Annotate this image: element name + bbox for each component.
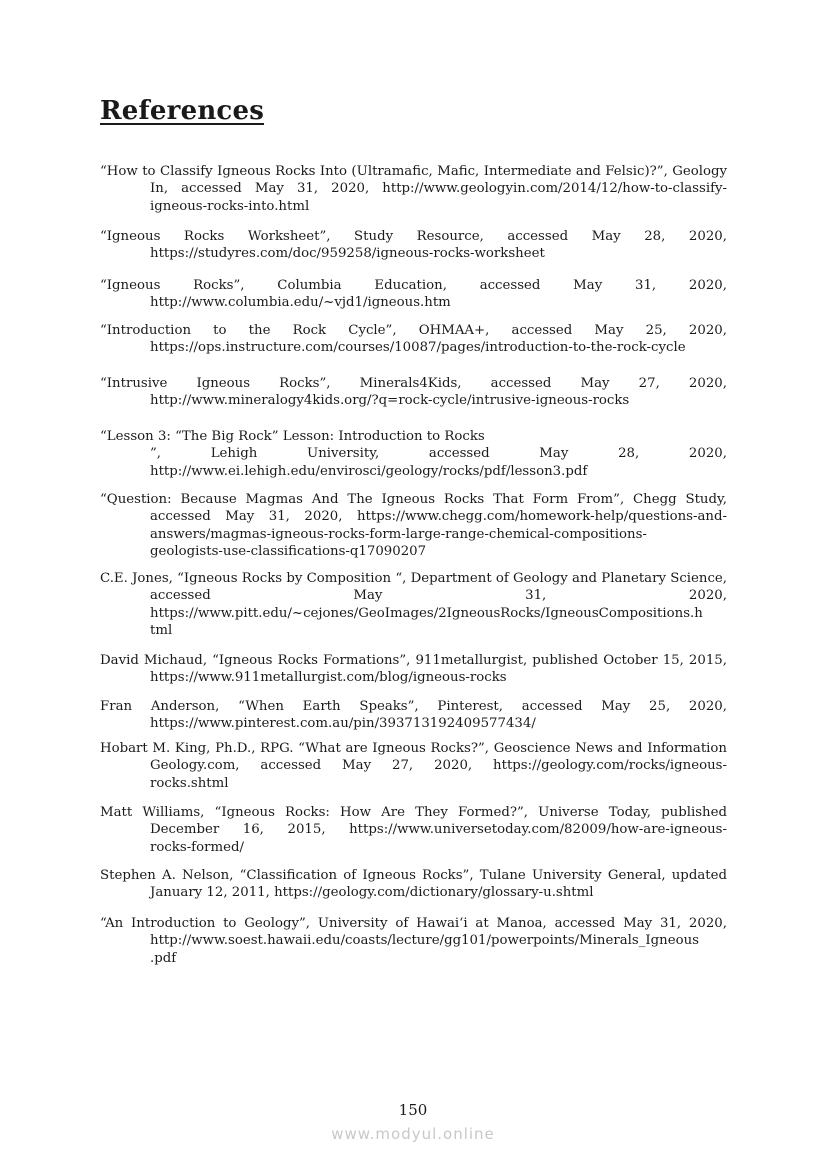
page-number: 150 <box>398 1101 428 1119</box>
reference-line: accessed May 31, 2020, https://www.chegg.com/homework-help/questions-and- <box>150 509 727 525</box>
reference-entry <box>100 804 727 856</box>
reference-entry <box>100 652 727 687</box>
reference-line: Matt Williams, “Igneous Rocks: How Are They Formed?”, Universe Today, published <box>100 805 727 820</box>
reference-line: “Question: Because Magmas And The Igneous Rocks That Form From”, Chegg Study, <box>100 492 727 507</box>
reference-line: https://studyres.com/doc/959258/igneous-rocks-worksheet <box>150 246 545 262</box>
reference-line: “Igneous Rocks Worksheet”, Study Resource, accessed May 28, 2020, <box>100 229 727 244</box>
reference-line: In, accessed May 31, 2020, http://www.geologyin.com/2014/12/how-to-classify- <box>150 181 727 197</box>
reference-line: igneous-rocks-into.html <box>150 198 310 214</box>
reference-entry <box>100 428 727 480</box>
reference-entry <box>100 228 727 263</box>
reference-line: accessed May 31, 2020, <box>150 588 727 604</box>
reference-line: http://www.soest.hawaii.edu/coasts/lecture/gg101/powerpoints/Minerals_Igneous <box>150 933 699 949</box>
reference-line: Fran Anderson, “When Earth Speaks”, Pinterest, accessed May 25, 2020, <box>100 699 727 714</box>
reference-line: “How to Classify Igneous Rocks Into (Ultramafic, Mafic, Intermediate and Felsic)?”, Geology <box>100 164 727 179</box>
reference-entry <box>100 163 727 215</box>
reference-line: https://www.pitt.edu/~cejones/GeoImages/2IgneousRocks/IgneousCompositions.h <box>150 605 703 621</box>
reference-line: https://www.pinterest.com.au/pin/393713192409577434/ <box>150 716 536 732</box>
reference-line: https://www.911metallurgist.com/blog/igneous-rocks <box>150 670 507 686</box>
reference-line: http://www.mineralogy4kids.org/?q=rock-cycle/intrusive-igneous-rocks <box>150 393 630 409</box>
reference-entry <box>100 322 727 357</box>
reference-line: January 12, 2011, https://geology.com/dictionary/glossary-u.shtml <box>150 885 594 901</box>
reference-entry <box>100 915 727 967</box>
reference-line: Hobart M. King, Ph.D., RPG. “What are Igneous Rocks?”, Geoscience News and Information <box>100 741 727 756</box>
reference-line: Stephen A. Nelson, “Classification of Igneous Rocks”, Tulane University General, updated <box>100 868 727 883</box>
reference-entry <box>100 375 727 410</box>
reference-line: http://www.ei.lehigh.edu/envirosci/geology/rocks/pdf/lesson3.pdf <box>150 463 588 479</box>
reference-line: “Igneous Rocks”, Columbia Education, accessed May 31, 2020, <box>100 278 727 293</box>
reference-line: Geology.com, accessed May 27, 2020, https://geology.com/rocks/igneous- <box>150 758 727 774</box>
reference-line: rocks-formed/ <box>150 839 244 855</box>
reference-line: “Introduction to the Rock Cycle”, OHMAA+, accessed May 25, 2020, <box>100 323 727 338</box>
reference-entry <box>100 698 727 733</box>
reference-line: https://ops.instructure.com/courses/10087/pages/introduction-to-the-rock-cycle <box>150 340 686 356</box>
page-title: References <box>100 96 265 126</box>
reference-line: geologists-use-classifications-q17090207 <box>150 543 427 559</box>
reference-line: tml <box>150 622 173 638</box>
reference-line: C.E. Jones, “Igneous Rocks by Composition “, Department of Geology and Planetary Science, <box>100 571 727 586</box>
reference-line: .pdf <box>150 950 177 966</box>
reference-entry <box>100 491 727 560</box>
reference-line: “Intrusive Igneous Rocks”, Minerals4Kids, accessed May 27, 2020, <box>100 376 727 391</box>
reference-line: answers/magmas-igneous-rocks-form-large-range-chemical-compositions- <box>150 526 647 542</box>
reference-entry <box>100 570 727 639</box>
reference-line: ”, Lehigh University, accessed May 28, 2020, <box>150 446 727 462</box>
reference-entry <box>100 867 727 902</box>
reference-line: “Lesson 3: “The Big Rock” Lesson: Introduction to Rocks <box>100 429 485 444</box>
reference-line: “An Introduction to Geology”, University of Hawai‘i at Manoa, accessed May 31, 2020, <box>100 916 727 931</box>
reference-line: http://www.columbia.edu/~vjd1/igneous.htm <box>150 295 451 311</box>
reference-entry <box>100 740 727 792</box>
reference-line: David Michaud, “Igneous Rocks Formations”, 911metallurgist, published October 15, 2015, <box>100 653 727 668</box>
watermark: www.modyul.online <box>331 1125 495 1143</box>
reference-entry <box>100 277 727 312</box>
reference-line: rocks.shtml <box>150 775 229 791</box>
reference-line: December 16, 2015, https://www.universetoday.com/82009/how-are-igneous- <box>150 822 727 838</box>
